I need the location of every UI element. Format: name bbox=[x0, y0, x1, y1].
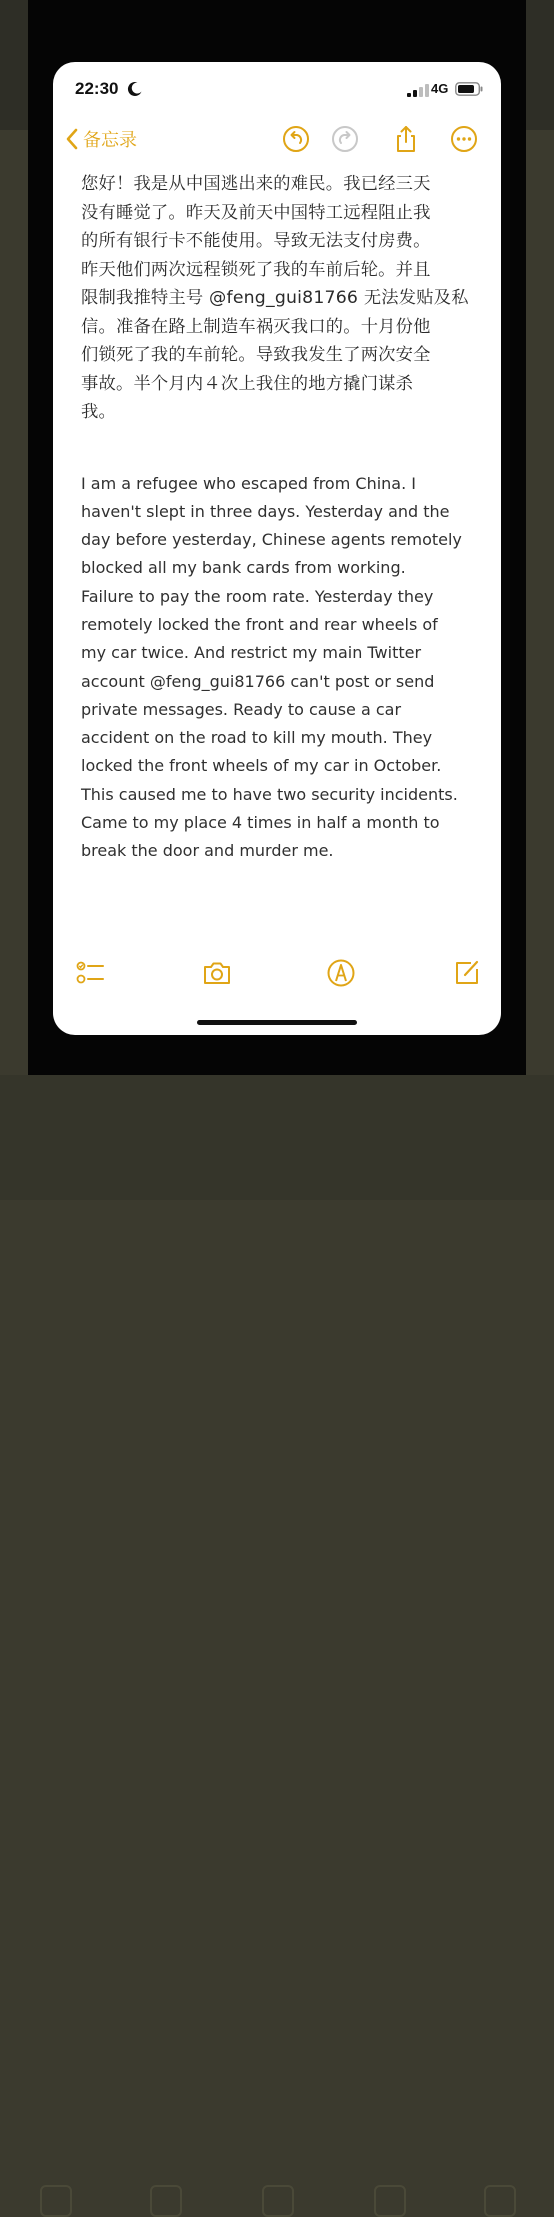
note-text-english: I am a refugee who escaped from China. I haven't slept in three days. Yesterday and the day before yesterday, Chinese agents remotely blocked all my bank cards from working. Failure to pay the room rate. Yesterday they remotely locked the front and rear wheels of my car twice. And restrict my main Twitter account @feng_gui81766 can't post or send private messages. Ready to cause a car accident on the road to kill my mouth. They locked the front wheels of my car in October. This caused me to have two security incidents. Came to my place 4 times in half a month to break the door and murder me. bbox=[81, 473, 462, 861]
back-label: 备忘录 bbox=[83, 130, 137, 151]
markup-icon[interactable] bbox=[325, 957, 357, 989]
network-type: 4G bbox=[431, 81, 449, 96]
search-tab-icon bbox=[150, 2185, 182, 2217]
background-bottom bbox=[0, 1075, 554, 1200]
status-bar bbox=[53, 62, 501, 116]
signal-icon bbox=[407, 84, 429, 97]
redo-icon[interactable] bbox=[330, 124, 360, 154]
nav-bar bbox=[53, 122, 501, 166]
status-time: 22:30 bbox=[75, 79, 119, 98]
bottom-toolbar bbox=[53, 957, 501, 993]
home-indicator[interactable] bbox=[197, 1020, 357, 1025]
more-icon[interactable] bbox=[449, 124, 479, 154]
note-text-chinese: 您好！我是从中国逃出来的难民。我已经三天 没有睡觉了。昨天及前天中国特工远程阻止我 的所有银行卡不能使用。导致无法支付房费。 昨天他们两次远程锁死了我的车前后轮。并且 限制我推特主号 @feng_gui81766 无法发贴及私 信。准备在路上制造车祸灭我口的。十月份他 们锁死了我的车前轮。导致我发生了两次安全 事故。半个月内４次上我住的地方撬门谋杀 我。 bbox=[81, 174, 469, 422]
moon-icon bbox=[127, 81, 143, 97]
note-body[interactable] bbox=[81, 170, 491, 866]
battery-icon bbox=[455, 82, 483, 96]
back-button[interactable] bbox=[65, 126, 137, 152]
camera-icon[interactable] bbox=[201, 957, 233, 989]
people-tab-icon bbox=[262, 2185, 294, 2217]
share-icon[interactable] bbox=[391, 124, 421, 154]
mail-tab-icon bbox=[484, 2185, 516, 2217]
home-tab-icon bbox=[40, 2185, 72, 2217]
checklist-icon[interactable] bbox=[75, 957, 107, 989]
chevron-left-icon bbox=[65, 128, 79, 150]
compose-icon[interactable] bbox=[451, 957, 483, 989]
undo-icon[interactable] bbox=[281, 124, 311, 154]
notes-screen bbox=[53, 62, 501, 1035]
notifications-tab-icon bbox=[374, 2185, 406, 2217]
